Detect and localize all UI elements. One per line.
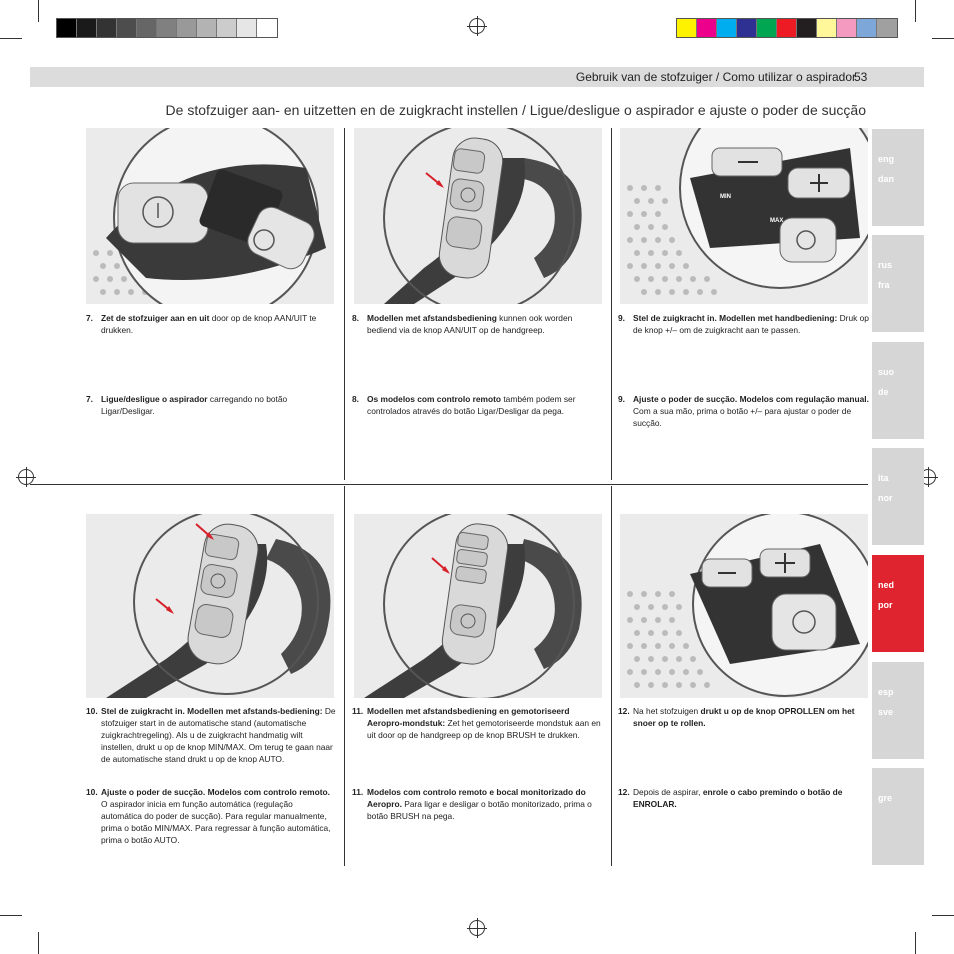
crop-mark [915, 932, 916, 954]
crop-mark [915, 0, 916, 22]
color-swatch-7 [817, 19, 837, 37]
step-8-pt: 8. Os modelos com controlo remoto também podem ser controlados através do botão Ligar/Desligar da pega. [352, 394, 576, 416]
illustration-cord-rewind-button [620, 514, 868, 698]
color-swatch-9 [857, 19, 877, 37]
language-tab-rus-fra[interactable]: rus fra [872, 235, 924, 332]
gray-swatch-5 [157, 19, 177, 37]
crop-mark [0, 915, 22, 916]
gray-swatch-1 [77, 19, 97, 37]
step-9-nl: 9. Stel de zuigkracht in. Modellen met handbediening: Druk op de knop +/– om de zuigkracht aan te passen. [618, 313, 869, 335]
gray-swatch-3 [117, 19, 137, 37]
gray-swatch-6 [177, 19, 197, 37]
column-divider [344, 486, 345, 866]
step-10-nl: 10. Stel de zuigkracht in. Modellen met afstands-bediening: De stofzuiger start in de automatische stand (automatische zuigkrachtregeling). Als u de zuigkracht handmatig wilt instellen, drukt u op de knop MIN/MAX. Om terug te gaan naar de automatische stand drukt u op de knop AUTO. [86, 706, 336, 764]
gray-swatch-0 [57, 19, 77, 37]
row-divider [30, 484, 868, 485]
language-tab-esp-sve[interactable]: esp sve [872, 662, 924, 759]
process-color-bar [676, 18, 898, 38]
gray-color-bar [56, 18, 278, 38]
language-tab-eng-dan[interactable]: eng dan [872, 129, 924, 226]
color-swatch-6 [797, 19, 817, 37]
page-title: De stofzuiger aan- en uitzetten en de zuigkracht instellen / Ligue/desligue o aspirador e ajuste o poder de sucção [165, 102, 866, 118]
color-swatch-8 [837, 19, 857, 37]
illustration-remote-handle-brush [354, 514, 602, 698]
step-12-nl: 12. Na het stofzuigen drukt u op de knop OPROLLEN om het snoer op te rollen. [618, 706, 855, 728]
gray-swatch-9 [237, 19, 257, 37]
step-10-pt: 10. Ajuste o poder de sucção. Modelos com controlo remoto. O aspirador inicia em função automática (regulação automática do poder de sucção). Para regular manualmente, prima o botão MIN/MAX. Para regressar à função automática, prima o botão AUTO. [86, 787, 331, 845]
color-swatch-4 [757, 19, 777, 37]
language-tab-suo-de[interactable]: suo de [872, 342, 924, 439]
step-11-nl: 11. Modellen met afstandsbediening en gemotoriseerd Aeropro-mondstuk: Zet het gemotoriseerde mondstuk aan en uit door op de handgreep op de knop BRUSH te drukken. [352, 706, 601, 740]
illustration-on-off-button [86, 128, 334, 304]
color-swatch-3 [737, 19, 757, 37]
page-number: 53 [854, 70, 868, 84]
color-swatch-1 [697, 19, 717, 37]
language-tab-ned-por[interactable]: ned por [872, 555, 924, 652]
step-11-pt: 11. Modelos com controlo remoto e bocal monitorizado do Aeropro. Para ligar e desligar o botão monitorizado, prima o botão BRUSH na pega. [352, 787, 592, 821]
illustration-plus-minus-buttons [620, 128, 868, 304]
color-swatch-2 [717, 19, 737, 37]
gray-swatch-4 [137, 19, 157, 37]
gray-swatch-7 [197, 19, 217, 37]
crop-mark [932, 38, 954, 39]
column-divider [611, 128, 612, 480]
max-label: MAX [770, 218, 784, 224]
column-divider [344, 128, 345, 480]
illustration-remote-handle-on-off [354, 128, 602, 304]
section-header: Gebruik van de stofzuiger / Como utilizar o aspirador [575, 70, 856, 84]
registration-mark-icon [18, 469, 34, 485]
min-label: MIN [720, 194, 731, 200]
registration-mark-icon [469, 920, 485, 936]
crop-mark [38, 0, 39, 22]
crop-mark [932, 915, 954, 916]
gray-swatch-10 [257, 19, 277, 37]
gray-swatch-8 [217, 19, 237, 37]
step-7-nl: 7. Zet de stofzuiger aan en uit door op de knop AAN/UIT te drukken. [86, 313, 317, 335]
gray-swatch-2 [97, 19, 117, 37]
step-8-nl: 8. Modellen met afstandsbediening kunnen ook worden bediend via de knop AAN/UIT op de handgreep. [352, 313, 573, 335]
crop-mark [38, 932, 39, 954]
column-divider [611, 486, 612, 866]
crop-mark [0, 38, 22, 39]
step-9-pt: 9. Ajuste o poder de sucção. Modelos com regulação manual. Com a sua mão, prima o botão +/– para ajustar o poder de sucção. [618, 394, 869, 428]
language-tab-ita-nor[interactable]: ita nor [872, 448, 924, 545]
illustration-remote-handle-min-max [86, 514, 334, 698]
step-12-pt: 12. Depois de aspirar, enrole o cabo premindo o botão de ENROLAR. [618, 787, 843, 809]
color-swatch-0 [677, 19, 697, 37]
step-7-pt: 7. Ligue/desligue o aspirador carregando no botão Ligar/Desligar. [86, 394, 288, 416]
language-tab-gre[interactable]: gre [872, 768, 924, 865]
registration-mark-icon [469, 18, 485, 34]
color-swatch-10 [877, 19, 897, 37]
color-swatch-5 [777, 19, 797, 37]
